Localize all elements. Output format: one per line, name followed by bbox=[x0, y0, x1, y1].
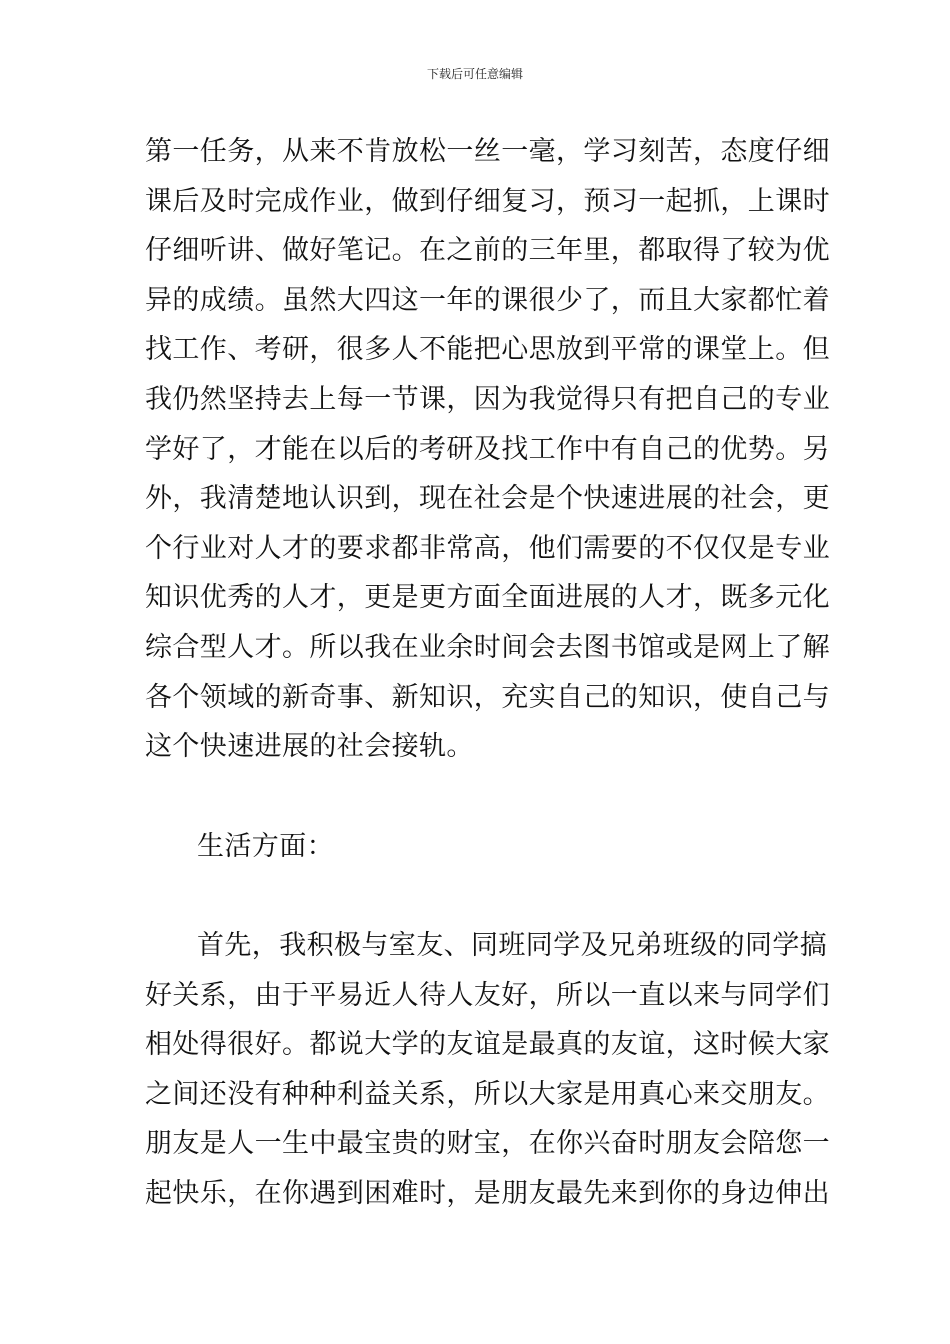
text-line: 朋友是人一生中最宝贵的财宝，在你兴奋时朋友会陪您一 bbox=[145, 1128, 830, 1160]
text-line: 找工作、考研，很多人不能把心思放到平常的课堂上。但 bbox=[145, 334, 830, 366]
text-line: 仔细听讲、做好笔记。在之前的三年里，都取得了较为优 bbox=[145, 235, 830, 267]
text-line: 首先，我积极与室友、同班同学及兄弟班级的同学搞 bbox=[197, 930, 828, 961]
text-line: 之间还没有种种利益关系，所以大家是用真心来交朋友。 bbox=[145, 1078, 830, 1110]
text-line: 相处得很好。都说大学的友谊是最真的友谊，这时候大家 bbox=[145, 1029, 830, 1061]
text-line: 学好了，才能在以后的考研及找工作中有自己的优势。另 bbox=[145, 433, 830, 465]
text-line: 外，我清楚地认识到，现在社会是个快速进展的社会，更 bbox=[145, 483, 830, 515]
paragraph-life bbox=[145, 921, 830, 1219]
text-line: 我仍然坚持去上每一节课，因为我觉得只有把自己的专业 bbox=[145, 383, 830, 415]
text-line: 课后及时完成作业，做到仔细复习，预习一起抓，上课时 bbox=[145, 185, 830, 217]
paragraph-study bbox=[145, 127, 830, 772]
text-line: 综合型人才。所以我在业余时间会去图书馆或是网上了解 bbox=[145, 631, 830, 663]
text-line: 个行业对人才的要求都非常高，他们需要的不仅仅是专业 bbox=[145, 532, 830, 564]
text-line: 异的成绩。虽然大四这一年的课很少了，而且大家都忙着 bbox=[145, 284, 830, 316]
section-heading-life bbox=[145, 822, 825, 872]
text-line: 起快乐，在你遇到困难时，是朋友最先来到你的身边伸出 bbox=[145, 1177, 830, 1209]
text-line: 各个领域的新奇事、新知识，充实自己的知识，使自己与 bbox=[145, 681, 830, 713]
page-header: 下载后可任意编辑 bbox=[426, 67, 523, 81]
text-line: 这个快速进展的社会接轨。 bbox=[145, 731, 474, 763]
text-line: 好关系，由于平易近人待人友好，所以一直以来与同学们 bbox=[145, 979, 830, 1011]
text-line: 第一任务，从来不肯放松一丝一毫，学习刻苦，态度仔细 bbox=[145, 136, 830, 167]
text-line: 知识优秀的人才，更是更方面全面进展的人才，既多元化 bbox=[145, 582, 830, 614]
section-heading-text: 生活方面： bbox=[197, 831, 334, 862]
